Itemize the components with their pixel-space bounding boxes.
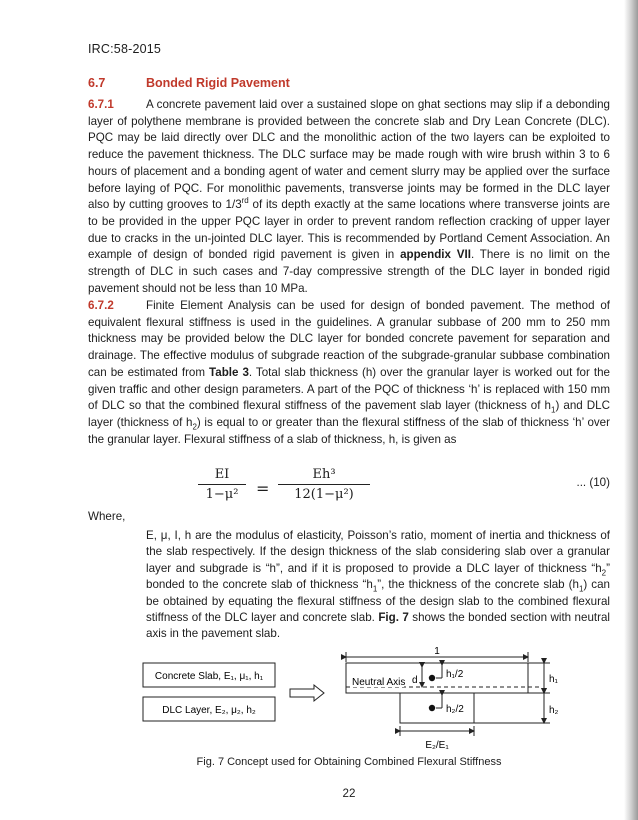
paragraph-text: . There is no limit on the strength of DLC in such cases and 7-day compressive strength of the DLC layer in bonded rigid pavement should not be less than 10 MPa. (88, 248, 611, 295)
paragraph-text: E, μ, I, h are the modulus of elasticity, Poisson’s ratio, moment of inertia and thickness of the slab respectively. If the design thickness of the slab considering slab over a granular layer and subgrade is “h”, and if it is proposed to provide a DLC layer of thickness “h (146, 529, 610, 575)
section-title: Bonded Rigid Pavement (146, 76, 290, 90)
where-label: Where, (88, 510, 126, 523)
subscript: 1 (372, 584, 378, 594)
bottom-width-label: E₂/E₁ (425, 740, 449, 751)
binding-edge-shadow (624, 0, 638, 820)
paragraph-number: 6.7.2 (88, 299, 114, 312)
subscript: 1 (551, 405, 556, 415)
top-width-label: 1 (434, 646, 440, 657)
dlc-layer-label: DLC Layer, E₂, μ₂, h₂ (162, 705, 256, 716)
h1-half-label: h₁/2 (446, 669, 464, 680)
subscript: 2 (192, 422, 197, 432)
h2-half-label: h₂/2 (446, 704, 464, 715)
table-reference: Table 3 (209, 365, 249, 379)
neutral-axis-label: Neutral Axis (352, 677, 406, 688)
slab-centroid-dot (429, 675, 435, 681)
subscript: 1 (578, 584, 584, 594)
where-paragraph (146, 528, 610, 643)
h1-label: h₁ (549, 674, 558, 685)
paragraph-text: ) and DLC layer (thickness of h (88, 399, 610, 429)
equals-sign: = (256, 479, 270, 498)
lhs-numerator: EI (214, 467, 230, 482)
superscript: rd (241, 196, 249, 206)
equation-10 (198, 467, 448, 513)
paragraph-text: . Total slab thickness (h) over the granular layer is worked out for the given traffic and other design parameters. A part of the PQC of thickness ‘h’ is replaced with 150 mm of DLC so that the combined flexural stiffness of the pavement slab layer (thickness of h (88, 365, 610, 413)
paragraph-text: ”, the thickness of the concrete slab (h (377, 578, 579, 592)
figure-7-diagram (88, 645, 610, 760)
paragraph-text: ” bonded to the concrete slab of thickness “h (146, 561, 610, 592)
fraction-bar (278, 484, 370, 485)
paragraph-text: of its depth exactly at the same locations where transverse joints are to be provided in the upper PQC layer in order to prevent random reflection cracking of upper layer due to cracks in the un-jointed DLC layer. This is recommended by Portland Cement Association. An example of design of bonded rigid pavement is given in (88, 198, 610, 262)
rhs-denominator: 12(1−μ²) (294, 487, 354, 502)
d-label: d (412, 675, 418, 686)
section-heading (88, 76, 290, 90)
fraction-bar (198, 484, 246, 485)
paragraph-text: A concrete pavement laid over a sustained slope on ghat sections may slip if a debonding layer of polythene membrane is provided between the concrete slab and Dry Lean Concrete (DLC). PQC may be laid directly over DLC and the monolithic action of the two layers can be exploited to reduce the pavement thickness. The DLC surface may be made rough with wire brush within 3 to 6 hours of placement and a bonding agent of water and cement slurry may be applied over the surface before laying of PQC. For monolithic pavements, transverse joints may be formed in the DLC layer also by cutting grooves to 1/3 (88, 98, 610, 212)
equation-number: ... (10) (576, 476, 610, 489)
figure-7 (88, 645, 610, 760)
transform-arrow-icon (290, 685, 324, 701)
concrete-slab-label: Concrete Slab, E₁, μ₁, h₁ (154, 671, 264, 682)
section-number: 6.7 (88, 76, 106, 90)
paragraph-text: shows the bonded section with neutral axis in the pavement slab. (146, 611, 611, 641)
equation-rhs-fraction (278, 467, 370, 502)
subscript: 2 (601, 568, 607, 578)
rhs-numerator: Eh³ (312, 467, 336, 482)
figure-caption: Fig. 7 Concept used for Obtaining Combined Flexural Stiffness (196, 756, 502, 768)
figure-reference: Fig. 7 (378, 611, 409, 625)
dlc-centroid-dot (429, 705, 435, 711)
h2-label: h₂ (549, 705, 559, 716)
paragraph-text: Finite Element Analysis can be used for design of bonded pavement. The method of equivalent flexural stiffness is used in the guidelines. A granular subbase of 200 mm to 250 mm thickness may be provided below the DLC layer for bonded concrete pavement for separation and drainage. The effective modulus of subgrade reaction of the subgrade-granular subbase combination can be estimated from (88, 299, 610, 379)
page-number: 22 (342, 787, 356, 800)
running-head: IRC:58-2015 (88, 42, 162, 56)
appendix-reference: appendix VII (400, 248, 471, 262)
paragraph-6-7-1 (88, 97, 610, 297)
paragraph-text: ) is equal to or greater than the flexural stiffness of the slab of thickness ‘h’ over the granular layer. Flexural stiffness of a slab of thickness, h, is given as (88, 415, 610, 446)
paragraph-number: 6.7.1 (88, 98, 114, 111)
lhs-denominator: 1−μ² (205, 487, 239, 502)
paragraph-6-7-2 (88, 298, 610, 448)
equation-lhs-fraction (198, 467, 246, 502)
paragraph-text: ) can be obtained by equating the flexural stiffness of the design slab to the combined flexural stiffness of the DLC layer and concrete slab. (146, 578, 611, 625)
